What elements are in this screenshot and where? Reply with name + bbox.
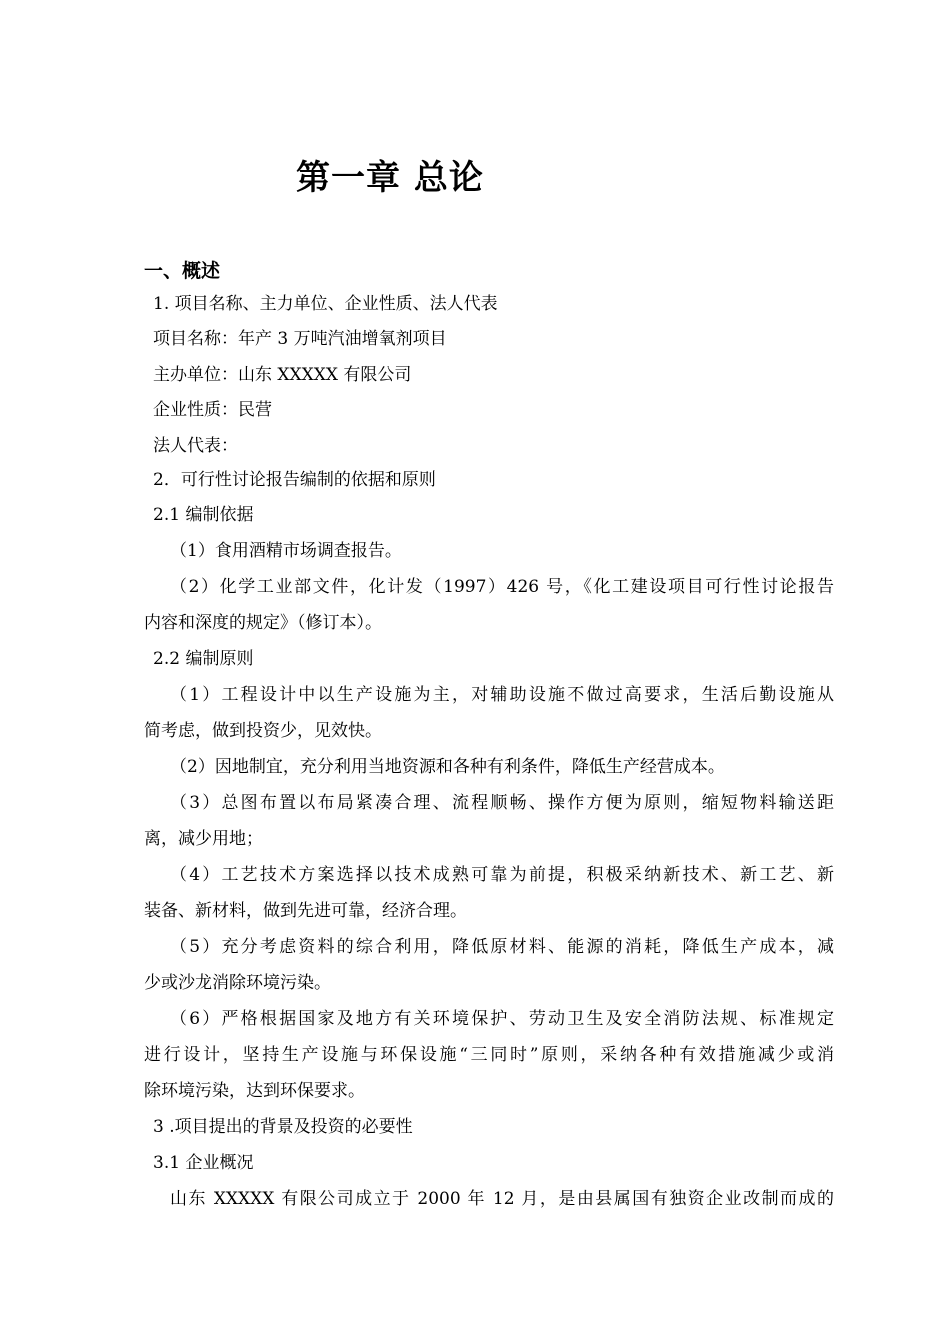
subsection-2-1: 2.1 编制依据 xyxy=(153,505,254,525)
principle-4-line-2: 装备、新材料，做到先进可靠，经济合理。 xyxy=(144,901,467,921)
principle-3-line-2: 离，减少用地； xyxy=(144,829,263,849)
legal-rep-line: 法人代表： xyxy=(153,436,238,456)
principle-3-line-1: （3）总图布置以布局紧凑合理、流程顺畅、操作方便为原则，缩短物料输送距 xyxy=(170,793,834,813)
basis-2-line-1: （2）化学工业部文件，化计发（1997）426 号，《化工建设项目可行性讨论报告 xyxy=(170,577,834,597)
basis-2-line-2: 内容和深度的规定》（修订本）。 xyxy=(144,613,382,633)
principle-2: （2）因地制宜，充分利用当地资源和各种有利条件，降低生产经营成本。 xyxy=(170,757,725,777)
company-overview-line-1: 山东 XXXXX 有限公司成立于 2000 年 12 月，是由县属国有独资企业改制而成的 xyxy=(170,1189,834,1209)
basis-1: （1）食用酒精市场调查报告。 xyxy=(170,541,402,561)
chapter-title: 第一章 总论 xyxy=(296,158,484,198)
principle-5-line-1: （5）充分考虑资料的综合利用，降低原材料、能源的消耗，降低生产成本，减 xyxy=(170,937,834,957)
project-name-line: 项目名称：年产 3 万吨汽油增氧剂项目 xyxy=(153,329,447,349)
subsection-2-2: 2.2 编制原则 xyxy=(153,649,254,669)
enterprise-nature-line: 企业性质：民营 xyxy=(153,400,272,420)
item-3-heading: 3 .项目提出的背景及投资的必要性 xyxy=(153,1117,413,1137)
principle-1-line-2: 简考虑，做到投资少，见效快。 xyxy=(144,721,382,741)
principle-4-line-1: （4）工艺技术方案选择以技术成熟可靠为前提，积极采纳新技术、新工艺、新 xyxy=(170,865,834,885)
host-unit-line: 主办单位：山东 XXXXX 有限公司 xyxy=(153,365,412,385)
principle-6-line-3: 除环境污染，达到环保要求。 xyxy=(144,1081,365,1101)
principle-1-line-1: （1）工程设计中以生产设施为主，对辅助设施不做过高要求，生活后勤设施从 xyxy=(170,685,834,705)
item-1-heading: 1. 项目名称、主力单位、企业性质、法人代表 xyxy=(153,294,498,314)
principle-6-line-1: （6）严格根据国家及地方有关环境保护、劳动卫生及安全消防法规、标准规定 xyxy=(170,1009,834,1029)
item-2-heading: 2．可行性讨论报告编制的依据和原则 xyxy=(153,470,436,490)
section-heading: 一、概述 xyxy=(144,260,221,282)
principle-6-line-2: 进行设计，坚持生产设施与环保设施“三同时”原则，采纳各种有效措施减少或消 xyxy=(144,1045,834,1065)
principle-5-line-2: 少或沙龙消除环境污染。 xyxy=(144,973,331,993)
subsection-3-1: 3.1 企业概况 xyxy=(153,1153,254,1173)
